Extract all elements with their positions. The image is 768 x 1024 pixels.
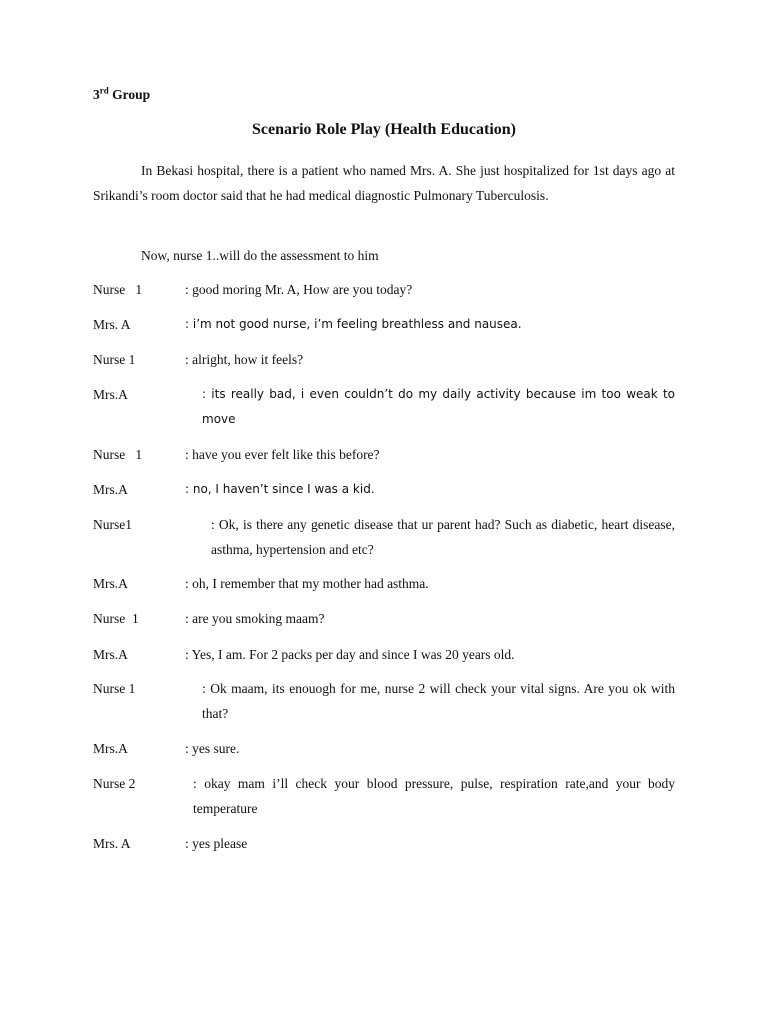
dialogue-line: : have you ever felt like this before? — [185, 447, 380, 462]
dialogue-line: : oh, I remember that my mother had asthma. — [185, 576, 429, 591]
document-title: Scenario Role Play (Health Education) — [252, 121, 516, 138]
dialogue-line: : yes sure. — [185, 741, 240, 756]
dialogue-row — [93, 831, 675, 856]
dialogue-line: : i’m not good nurse, i’m feeling breathless and nausea. — [185, 317, 522, 331]
dialogue-row — [93, 442, 675, 467]
speaker-label: Nurse 1 — [93, 282, 143, 297]
dialogue-line: : no, I haven’t since I was a kid. — [185, 482, 375, 496]
dialogue-line: : its really bad, i even couldn’t do my daily activity because im too weak to move — [202, 387, 675, 426]
dialogue-line: : good moring Mr. A, How are you today? — [185, 282, 413, 297]
speaker-label: Mrs.A — [93, 387, 128, 402]
dialogue-row — [93, 606, 675, 631]
group-number: 3 — [93, 87, 100, 102]
dialogue-row — [93, 676, 675, 726]
speaker-label: Mrs.A — [93, 741, 128, 756]
dialogue-row — [93, 277, 675, 302]
speaker-label: Mrs. A — [93, 317, 131, 332]
speaker-label: Nurse 1 — [93, 611, 139, 626]
dialogue-row — [93, 512, 675, 562]
dialogue-line: : alright, how it feels? — [185, 352, 304, 367]
dialogue-row — [93, 477, 675, 502]
dialogue-row — [93, 347, 675, 372]
speaker-label: Nurse 1 — [93, 681, 136, 696]
speaker-label: Nurse 2 — [93, 776, 136, 791]
speaker-label: Mrs.A — [93, 482, 128, 497]
transition-paragraph: Now, nurse 1..will do the assessment to him — [141, 248, 379, 263]
dialogue-row — [93, 642, 675, 667]
dialogue-line: : yes please — [185, 836, 248, 851]
dialogue-row — [93, 571, 675, 596]
group-label — [93, 87, 150, 103]
group-word: Group — [108, 87, 151, 102]
speaker-label: Mrs. A — [93, 836, 131, 851]
speaker-label: Nurse 1 — [93, 352, 136, 367]
dialogue-row — [93, 312, 675, 337]
dialogue-row — [93, 736, 675, 761]
dialogue-line: : Yes, I am. For 2 packs per day and since I was 20 years old. — [185, 647, 515, 662]
intro-paragraph: In Bekasi hospital, there is a patient who named Mrs. A. She just hospitalized for 1st days ago at Srikandi’s room doctor said that he had medical diagnostic Pulmonary Tuberculosis. — [93, 163, 675, 203]
dialogue-line: : okay mam i’ll check your blood pressure, pulse, respiration rate,and your body temperature — [193, 776, 675, 816]
speaker-label: Nurse1 — [93, 517, 132, 532]
group-ordinal-suffix: rd — [99, 85, 109, 96]
speaker-label: Mrs.A — [93, 647, 128, 662]
dialogue-row — [93, 382, 675, 432]
speaker-label: Mrs.A — [93, 576, 128, 591]
speaker-label: Nurse 1 — [93, 447, 143, 462]
dialogue-line: : Ok, is there any genetic disease that ur parent had? Such as diabetic, heart disease, asthma, hypertension and etc? — [211, 517, 675, 557]
dialogue-line: : Ok maam, its enouogh for me, nurse 2 will check your vital signs. Are you ok with that? — [202, 681, 675, 721]
dialogue-line: : are you smoking maam? — [185, 611, 325, 626]
dialogue-row — [93, 771, 675, 821]
